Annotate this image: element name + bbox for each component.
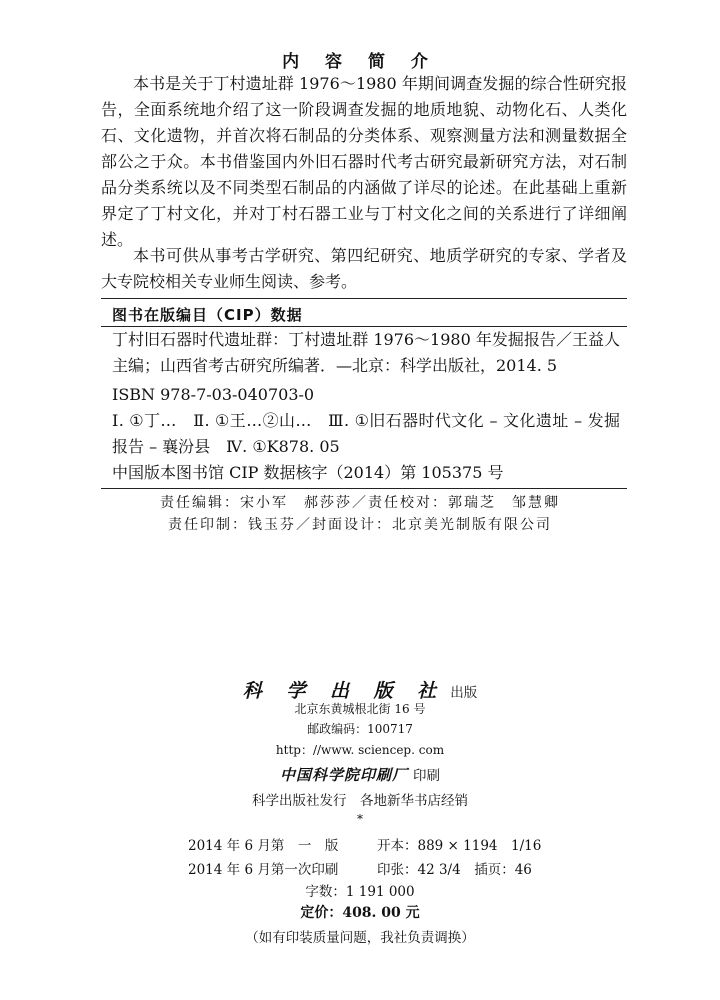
publisher-website: http：//www. sciencep. com xyxy=(275,743,445,757)
cip-heading: 图书在版编目（CIP）数据 xyxy=(112,306,303,324)
staff-printing: 责任印制：钱玉芬／封面设计：北京美光制版有限公司 xyxy=(168,517,552,533)
intro-paragraph-1: 本书是关于丁村遗址群 1976～1980 年期间调查发掘的综合性研究报告，全面系统地介绍了这一阶段调查发掘的地质地貌、动物化石、人类化石、文化遗物，并首次将石制品的分类体系、观察测量方法和测量数据全部公之于众。本书借鉴国内外旧石器时代考古研究最新研究方法，对石制品分类系统以及不同类型石制品的内涵做了详尽的论述。在此基础上重新界定了丁村文化，并对丁村石器工业与丁村文化之间的关系进行了详细阐述。 xyxy=(101,74,627,249)
publisher-postcode: 邮政编码：100717 xyxy=(307,722,413,736)
publisher-address: 北京东黄城根北街 16 号 xyxy=(294,702,426,716)
cip-bottom-rule xyxy=(101,488,627,489)
format-line: 开本：889 × 1194 1/16 xyxy=(377,838,542,854)
printer-suffix: 印刷 xyxy=(413,768,441,784)
price: 定价：408. 00 元 xyxy=(300,905,420,921)
cip-top-rule xyxy=(101,298,627,299)
intro-title: 内 容 简 介 xyxy=(282,52,438,72)
printer-line xyxy=(0,764,720,785)
cip-isbn: ISBN 978-7-03-040703-0 xyxy=(112,385,315,404)
separator-asterisk: * xyxy=(357,812,363,826)
printing-line: 2014 年 6 月第一次印刷 xyxy=(188,862,339,878)
staff-editors: 责任编辑：宋小军 郝莎莎／责任校对：郭瑞芝 邹慧卿 xyxy=(160,495,560,511)
edition-line: 2014 年 6 月第 一 版 xyxy=(188,838,339,854)
cip-entry: 丁村旧石器时代遗址群：丁村遗址群 1976～1980 年发掘报告／王益人主编；山西省考古研究所编著．—北京：科学出版社，2014. 5 xyxy=(112,330,620,375)
cip-classification: Ⅰ. ①丁… Ⅱ. ①王…②山… Ⅲ. ①旧石器时代文化 – 文化遗址 – 发掘报告 – 襄汾县 Ⅳ. ①K878. 05 xyxy=(112,411,620,456)
word-count: 字数：1 191 000 xyxy=(305,884,415,900)
publisher-line xyxy=(0,676,720,703)
quality-notice: （如有印装质量问题，我社负责调换） xyxy=(245,930,475,946)
intro-paragraph-2: 本书可供从事考古学研究、第四纪研究、地质学研究的专家、学者及大专院校相关专业师生阅读、参考。 xyxy=(101,246,627,291)
publisher-suffix: 出版 xyxy=(450,685,478,701)
printer-name: 中国科学院印刷厂 xyxy=(279,766,408,784)
sheets-line: 印张：42 3/4 插页：46 xyxy=(377,862,532,878)
distribution-line: 科学出版社发行 各地新华书店经销 xyxy=(252,793,468,809)
cip-number: 中国版本图书馆 CIP 数据核字（2014）第 105375 号 xyxy=(112,463,504,482)
publisher-name: 科 学 出 版 社 xyxy=(242,680,446,702)
